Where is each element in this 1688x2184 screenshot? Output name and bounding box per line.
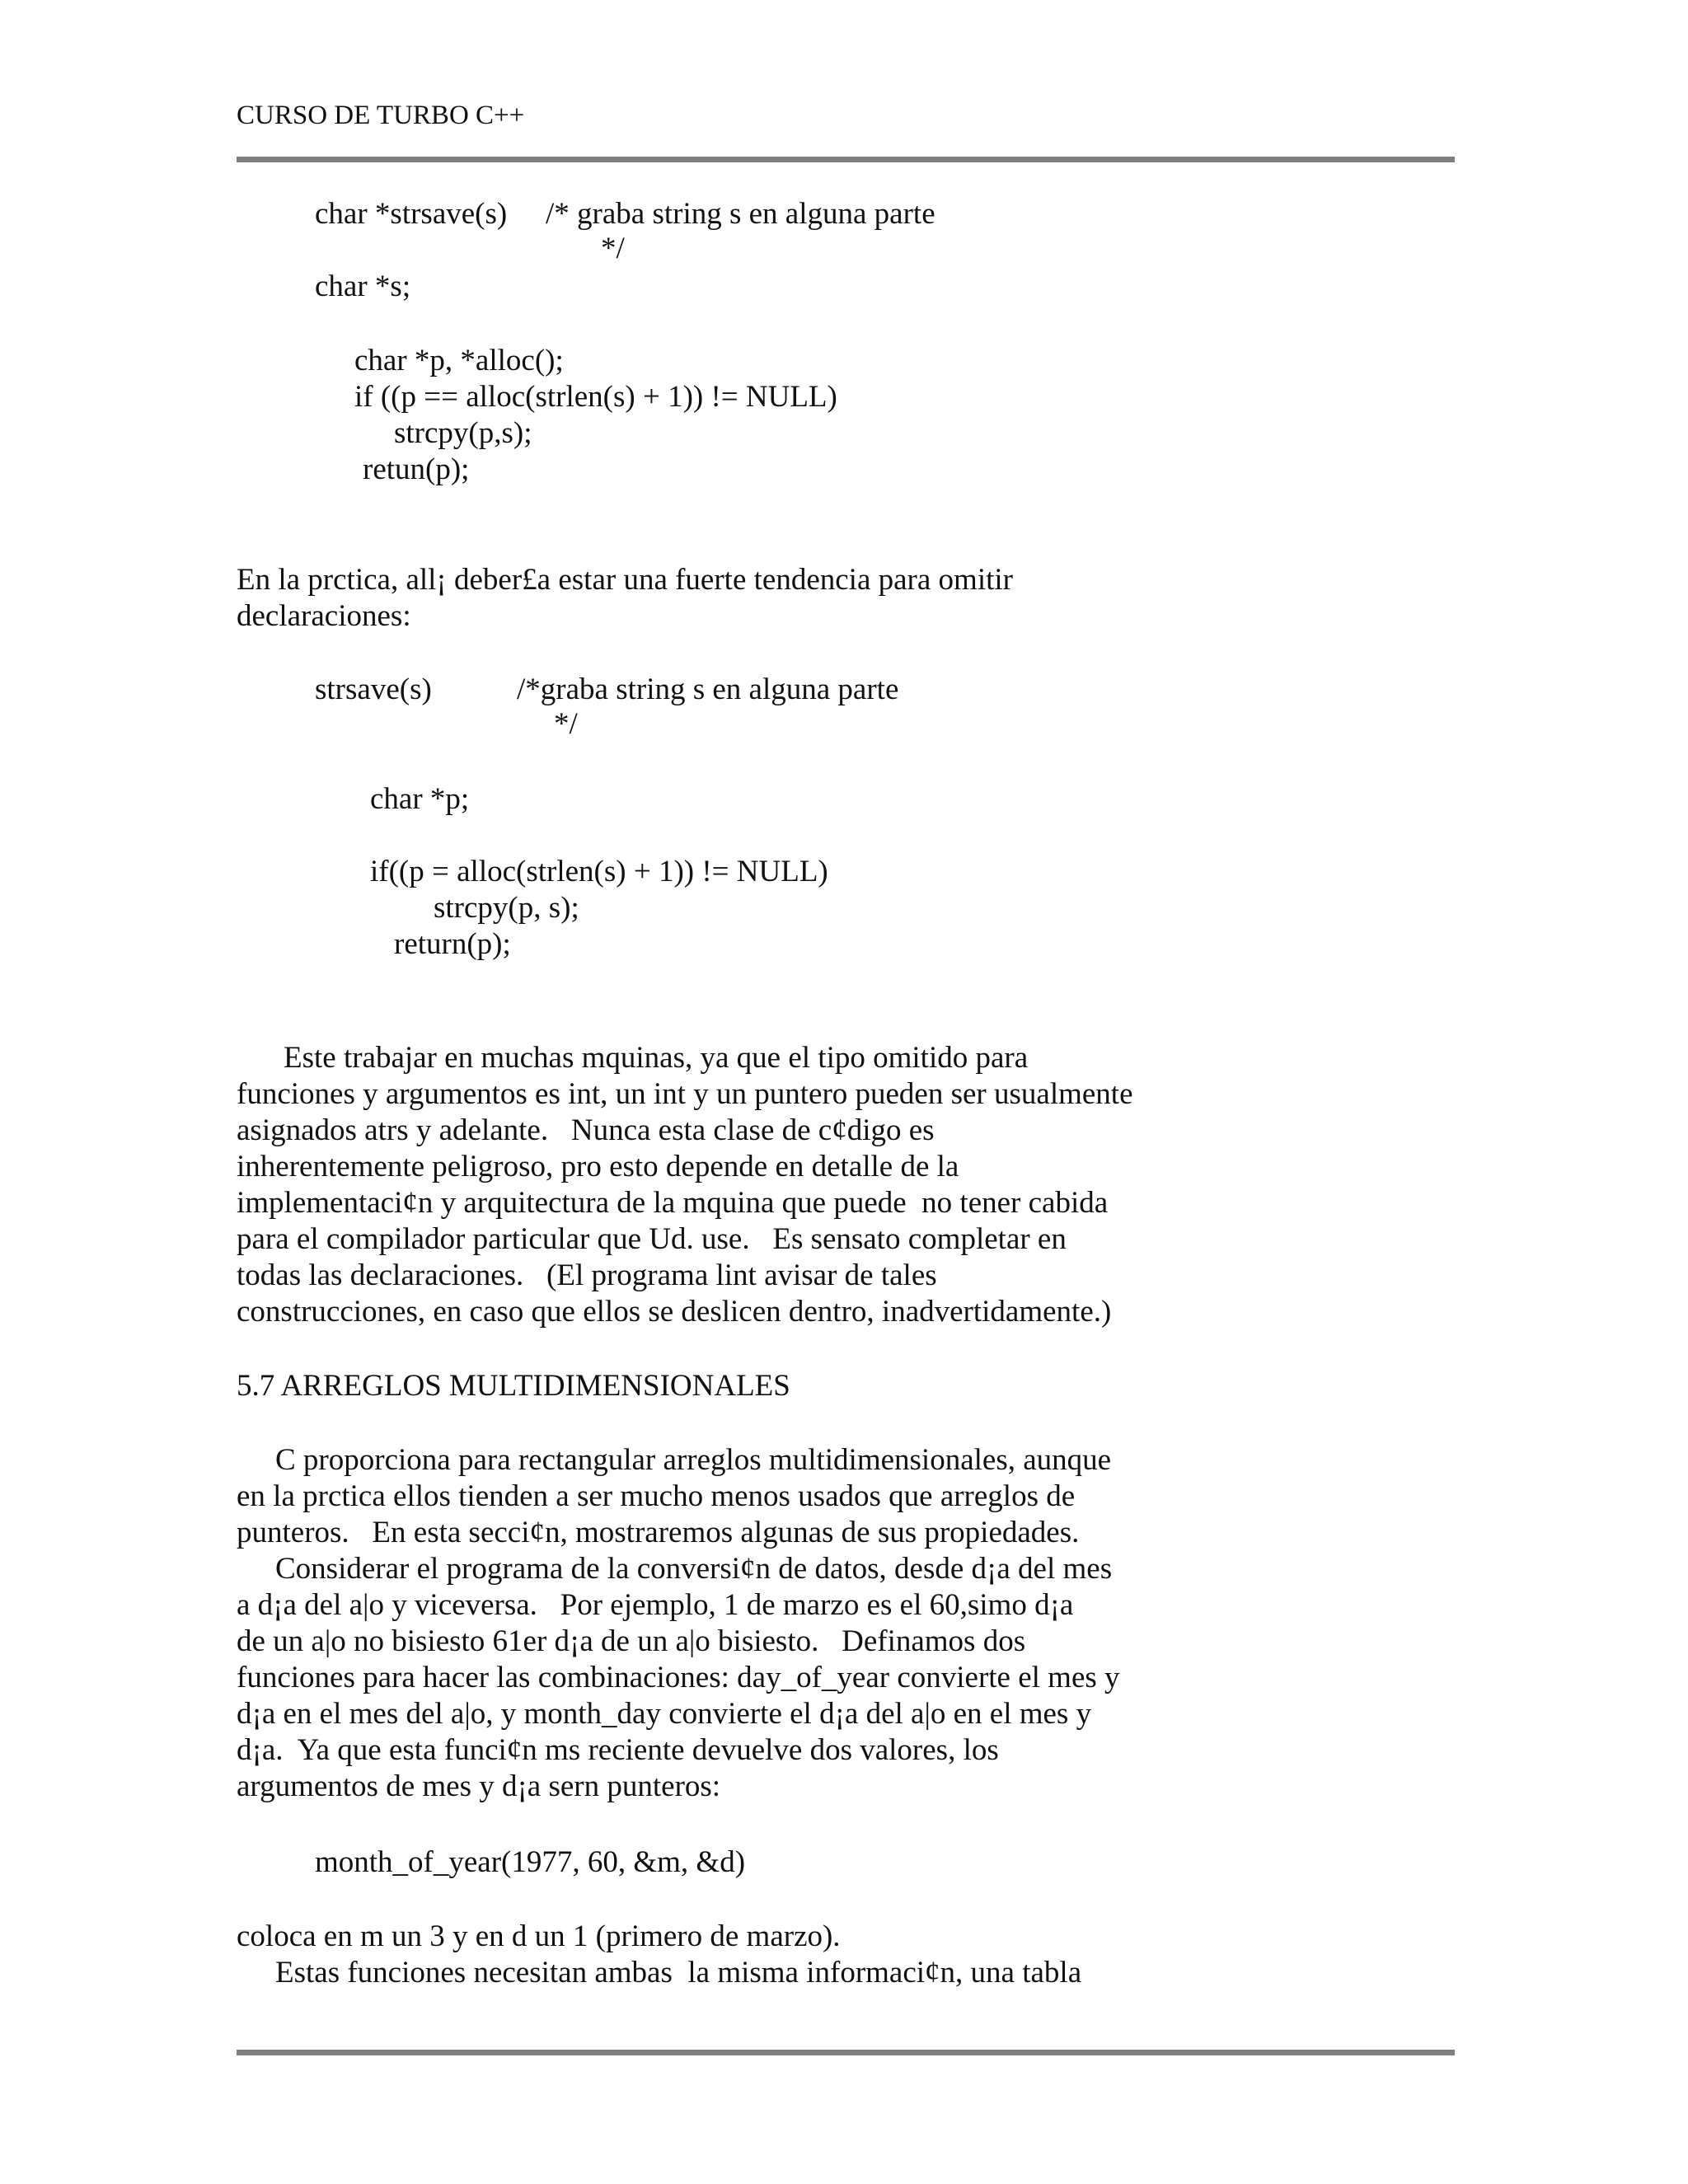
- code-comment: /*graba string s en alguna parte: [517, 673, 899, 706]
- code-line: char *p, *alloc();: [354, 344, 564, 377]
- code-comment-end: */: [601, 232, 625, 265]
- code-line: retun(p);: [363, 452, 470, 486]
- running-header: CURSO DE TURBO C++: [237, 101, 525, 130]
- code-line: if((p = alloc(strlen(s) + 1)) != NULL): [370, 855, 828, 888]
- footer-rule: [237, 2050, 1455, 2055]
- text-line: d¡a. Ya que esta funci¢n ms reciente devuelve dos valores, los: [237, 1733, 999, 1767]
- header-rule: [237, 157, 1455, 162]
- text-line: de un a|o no bisiesto 61er d¡a de un a|o bisiesto. Definamos dos: [237, 1624, 1026, 1658]
- text-line: a d¡a del a|o y viceversa. Por ejemplo, 1 de marzo es el 60,simo d¡a: [237, 1588, 1074, 1622]
- text-line: construcciones, en caso que ellos se deslicen dentro, inadvertidamente.): [237, 1295, 1112, 1329]
- text-line: en la prctica ellos tienden a ser mucho menos usados que arreglos de: [237, 1479, 1076, 1513]
- code-line: strcpy(p,s);: [394, 416, 532, 450]
- code-comment-end: */: [554, 707, 578, 741]
- code-line: if ((p == alloc(strlen(s) + 1)) != NULL): [354, 380, 837, 414]
- code-line: strcpy(p, s);: [434, 891, 579, 925]
- text-line: declaraciones:: [237, 599, 411, 633]
- text-line: argumentos de mes y d¡a sern punteros:: [237, 1769, 721, 1803]
- text-line: Considerar el programa de la conversi¢n de datos, desde d¡a del mes: [275, 1552, 1113, 1586]
- text-line: para el compilador particular que Ud. use. Es sensato completar en: [237, 1222, 1067, 1256]
- code-line: char *s;: [315, 269, 411, 303]
- text-line: implementaci¢n y arquitectura de la mquina que puede no tener cabida: [237, 1186, 1109, 1220]
- code-line: char *strsave(s): [315, 197, 508, 231]
- code-line: char *p;: [370, 782, 470, 816]
- text-line: asignados atrs y adelante. Nunca esta clase de c¢digo es: [237, 1113, 935, 1147]
- text-line: todas las declaraciones. (El programa lint avisar de tales: [237, 1258, 937, 1292]
- text-line: Este trabajar en muchas mquinas, ya que el tipo omitido para: [284, 1041, 1029, 1075]
- text-line: C proporciona para rectangular arreglos multidimensionales, aunque: [275, 1443, 1112, 1477]
- text-line: funciones y argumentos es int, un int y un puntero pueden ser usualmente: [237, 1077, 1133, 1111]
- code-line-month-of-year: month_of_year(1977, 60, &m, &d): [315, 1845, 746, 1879]
- text-line: En la prctica, all¡ deber£a estar una fuerte tendencia para omitir: [237, 563, 1013, 597]
- section-heading: 5.7 ARREGLOS MULTIDIMENSIONALES: [237, 1369, 790, 1403]
- code-line: strsave(s): [315, 673, 432, 706]
- text-line: coloca en m un 3 y en d un 1 (primero de marzo).: [237, 1919, 841, 1953]
- text-line: punteros. En esta secci¢n, mostraremos algunas de sus propiedades.: [237, 1516, 1080, 1549]
- code-line: return(p);: [394, 927, 511, 961]
- text-line: Estas funciones necesitan ambas la misma informaci¢n, una tabla: [275, 1956, 1082, 1990]
- code-comment: /* graba string s en alguna parte: [546, 197, 935, 231]
- text-line: d¡a en el mes del a|o, y month_day convierte el d¡a del a|o en el mes y: [237, 1697, 1092, 1731]
- text-line: funciones para hacer las combinaciones: day_of_year convierte el mes y: [237, 1661, 1120, 1694]
- text-line: inherentemente peligroso, pro esto depende en detalle de la: [237, 1150, 959, 1183]
